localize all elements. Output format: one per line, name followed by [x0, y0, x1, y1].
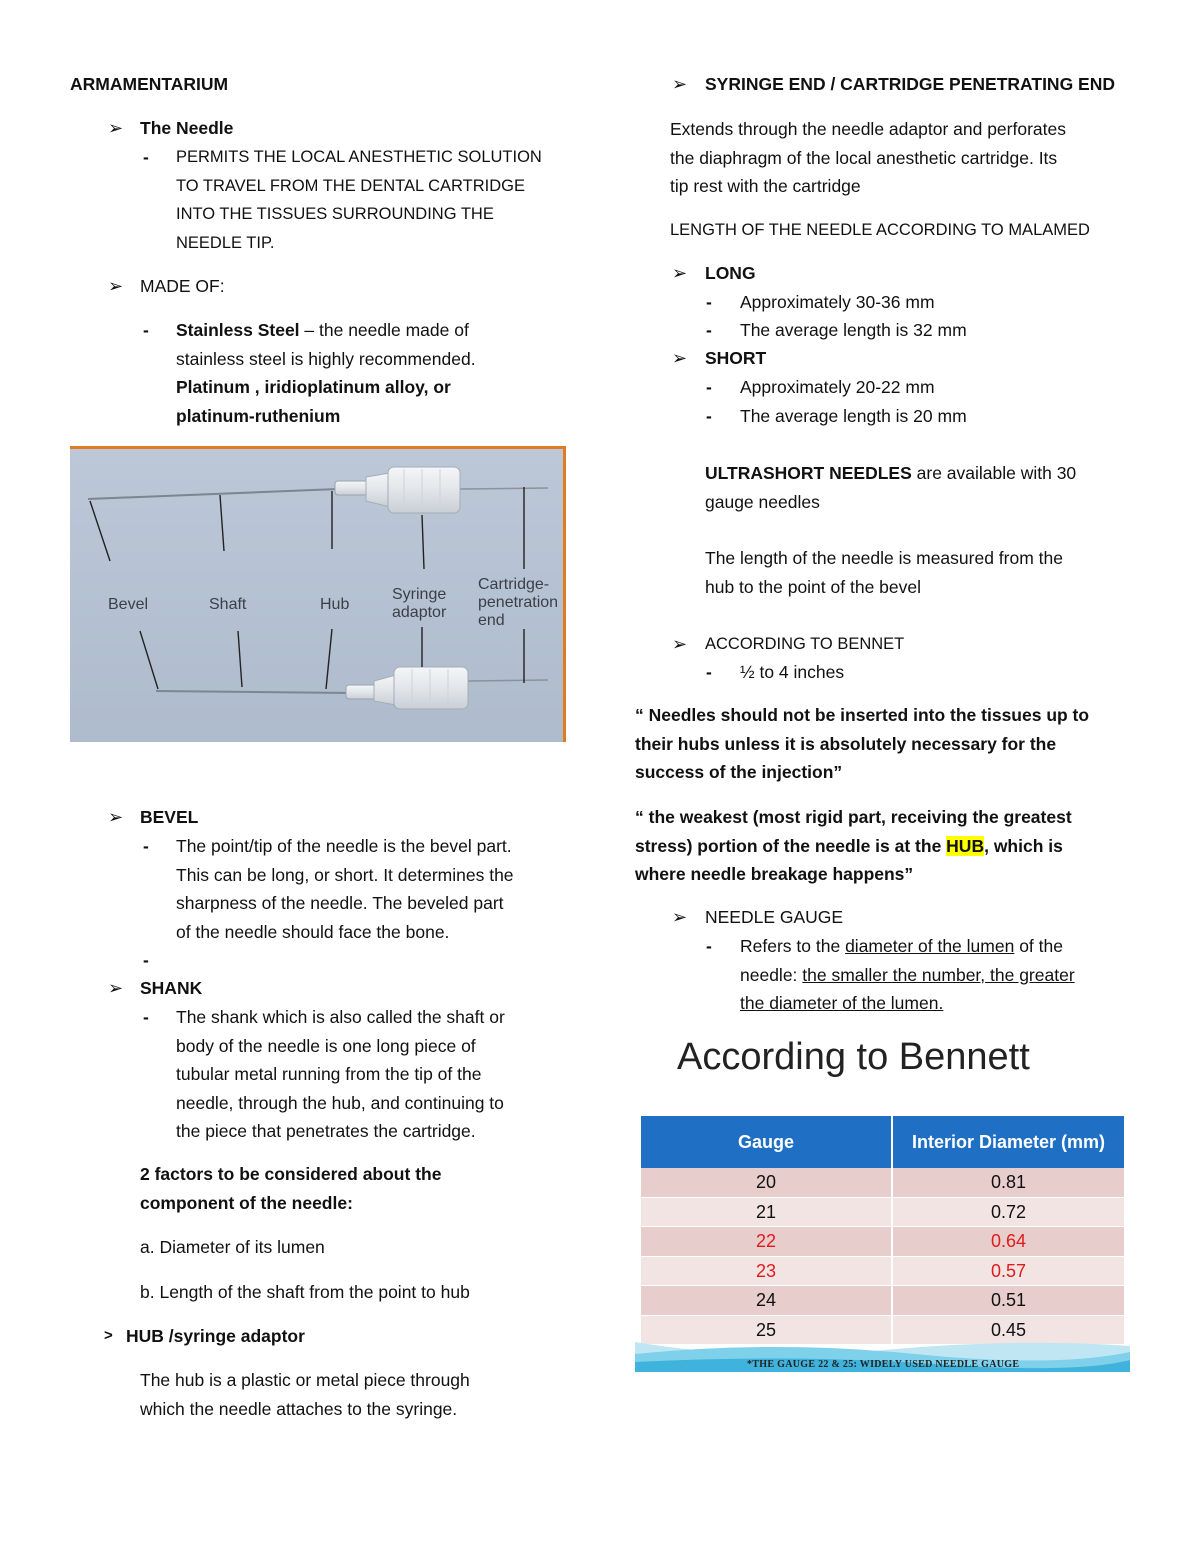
arrow-bullet-icon: ➢ [672, 263, 688, 283]
long-b: The average length is 32 mm [740, 320, 967, 340]
table-row: 25 0.45 [641, 1315, 1125, 1345]
shank-desc: The shank which is also called the shaft or body of the needle is one long piece of tubular metal running from the tip of the needle, through the hub, and continuing to the piece that penetrates the cartridge. [176, 1007, 505, 1141]
syringe-label-1: Syringe [392, 586, 447, 603]
quote-weakest: “ the weakest (most rigid part, receiving the greatest stress) portion of the needle is at the HUB, which is where needle breakage happens” [635, 807, 1072, 884]
long-a: Approximately 30-36 mm [740, 292, 935, 312]
dash-bullet-icon: - [706, 292, 712, 312]
gauge-table [641, 1116, 1126, 1345]
short-a: Approximately 20-22 mm [740, 377, 935, 397]
cartridge-label-3: end [478, 612, 505, 629]
table-row: 20 0.81 [641, 1168, 1125, 1197]
table-row: 24 0.51 [641, 1286, 1125, 1316]
cartridge-label-1: Cartridge- [478, 576, 550, 593]
table-row: 22 0.64 [641, 1227, 1125, 1257]
gauge-title: NEEDLE GAUGE [705, 907, 844, 927]
hub-highlight: HUB [946, 835, 985, 856]
dash-bullet-icon: - [143, 1007, 149, 1027]
dash-bullet-icon: - [143, 147, 149, 167]
bennett-gauge-slide [635, 1030, 1130, 1372]
length-heading: LENGTH OF THE NEEDLE ACCORDING TO MALAMED [670, 221, 1090, 239]
long-title: LONG [705, 263, 756, 283]
hub-desc: The hub is a plastic or metal piece through which the needle attaches to the syringe. [140, 1370, 470, 1419]
arrow-bullet-icon: ➢ [108, 118, 124, 138]
arrow-bullet-icon: ➢ [672, 348, 688, 368]
hub-label: Hub [320, 596, 350, 613]
dash-bullet-icon: - [706, 406, 712, 426]
arrow-bullet-icon: ➢ [672, 634, 688, 654]
hub-title: HUB /syringe adaptor [126, 1326, 305, 1346]
shaft-label: Shaft [209, 596, 247, 613]
needle-title: The Needle [140, 118, 234, 138]
dash-bullet-icon: - [143, 950, 149, 970]
syringe-end-title: SYRINGE END / CARTRIDGE PENETRATING END [705, 74, 1115, 94]
shank-title: SHANK [140, 978, 203, 998]
chevron-bullet-icon: > [104, 1327, 113, 1344]
measured-note: The length of the needle is measured from the hub to the point of the bevel [705, 548, 1063, 597]
dash-bullet-icon: - [143, 320, 149, 340]
table-row: 23 0.57 [641, 1256, 1125, 1286]
made-of-title: MADE OF: [140, 276, 225, 296]
dash-bullet-icon: - [706, 936, 712, 956]
syringe-label-2: adaptor [392, 604, 447, 621]
bennett-slide-title: According to Bennett [677, 1036, 1030, 1078]
arrow-bullet-icon: ➢ [108, 807, 124, 827]
made-of-materials: Stainless Steel – the needle made of stainless steel is highly recommended. Platinum , iridioplatinum alloy, or platinum-ruthenium [176, 320, 476, 426]
dash-bullet-icon: - [706, 320, 712, 340]
bevel-label: Bevel [108, 596, 149, 613]
diameter-header: Interior Diameter (mm) [892, 1116, 1125, 1168]
factors-title: 2 factors to be considered about the component of the needle: [140, 1164, 442, 1213]
arrow-bullet-icon: ➢ [108, 978, 124, 998]
gauge-header: Gauge [641, 1116, 892, 1168]
page-heading: ARMAMENTARIUM [70, 74, 229, 94]
ultrashort-note: ULTRASHORT NEEDLES are available with 30 gauge needles [705, 463, 1077, 512]
bevel-desc: The point/tip of the needle is the bevel part. This can be long, or short. It determines the sharpness of the needle. The beveled part of the needle should face the bone. [176, 836, 514, 942]
bennet-item: ½ to 4 inches [740, 662, 845, 682]
cartridge-label-2: penetration [478, 594, 559, 611]
short-b: The average length is 20 mm [740, 406, 967, 426]
syringe-end-desc: Extends through the needle adaptor and perforates the diaphragm of the local anesthetic cartridge. Its tip rest with the cartridge [670, 119, 1066, 196]
arrow-bullet-icon: ➢ [672, 907, 688, 927]
factor-a: a. Diameter of its lumen [140, 1237, 325, 1257]
bevel-title: BEVEL [140, 807, 199, 827]
factor-b: b. Length of the shaft from the point to hub [140, 1282, 470, 1302]
gauge-footnote: *THE GAUGE 22 & 25: WIDELY USED NEEDLE GAUGE [747, 1359, 1020, 1370]
dash-bullet-icon: - [706, 377, 712, 397]
needle-diagram [70, 446, 566, 742]
needle-desc: PERMITS THE LOCAL ANESTHETIC SOLUTION TO TRAVEL FROM THE DENTAL CARTRIDGE INTO THE TISSUES SURROUNDING THE NEEDLE TIP. [176, 148, 542, 252]
bennet-title: ACCORDING TO BENNET [705, 635, 905, 653]
table-row: 21 0.72 [641, 1197, 1125, 1227]
dash-bullet-icon: - [706, 662, 712, 682]
arrow-bullet-icon: ➢ [108, 276, 124, 296]
gauge-desc: Refers to the diameter of the lumen of the needle: the smaller the number, the greater the diameter of the lumen. [740, 936, 1075, 1013]
quote-hubs: “ Needles should not be inserted into the tissues up to their hubs unless it is absolutely necessary for the success of the injection” [635, 705, 1090, 782]
arrow-bullet-icon: ➢ [672, 74, 688, 94]
dash-bullet-icon: - [143, 836, 149, 856]
short-title: SHORT [705, 348, 767, 368]
